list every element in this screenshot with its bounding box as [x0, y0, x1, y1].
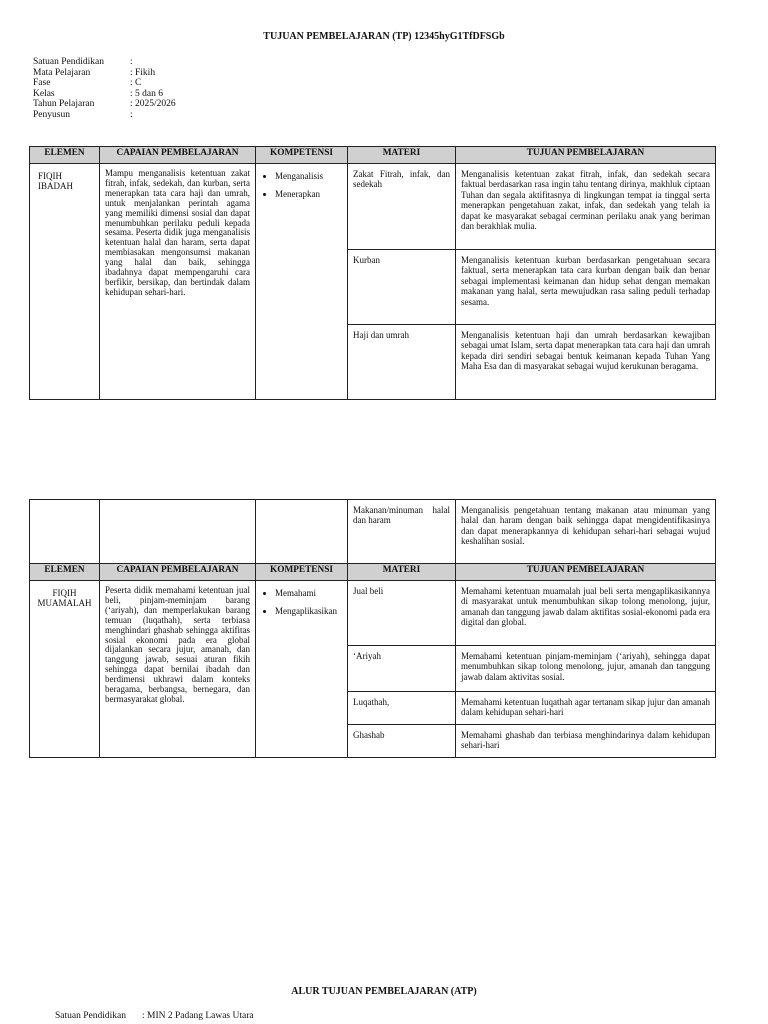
- table-row: [30, 164, 716, 250]
- materi-cell: Jual beli: [348, 581, 456, 646]
- elemen-cell: FIQIH IBADAH: [30, 164, 100, 400]
- table-row: [30, 581, 716, 646]
- kompetensi-list: [261, 588, 342, 617]
- tujuan-cell: Memahami ghashab dan terbiasa menghindarinya dalam kehidupan sehari-hari: [456, 725, 716, 758]
- table-header-row: [30, 147, 716, 164]
- header-kompetensi: KOMPETENSI: [256, 564, 348, 581]
- header-capaian: CAPAIAN PEMBELAJARAN: [100, 147, 256, 164]
- empty-cell: [30, 500, 100, 564]
- materi-cell: Kurban: [348, 250, 456, 325]
- header-kompetensi: KOMPETENSI: [256, 147, 348, 164]
- kompetensi-cell: [256, 164, 348, 400]
- header-elemen: ELEMEN: [30, 147, 100, 164]
- kompetensi-list: [261, 171, 342, 200]
- tujuan-cell: Menganalisis ketentuan haji dan umrah berdasarkan kewajiban sebagai umat Islam, serta dapat menerapkan tata cara haji dan umrah kepada diri sendiri sebagai bentuk keimanan kepada Tuhan Yang Maha Esa dan di masyarakat sebagai wujud kerukunan beragama.: [456, 325, 716, 400]
- materi-cell: ‘Ariyah: [348, 646, 456, 692]
- meta-info: [33, 57, 176, 121]
- table-row: [30, 500, 716, 564]
- list-item: • Menganalisis: [275, 171, 342, 181]
- tujuan-cell: Memahami ketentuan pinjam-meminjam (‘ariyah), sehingga dapat menumbuhkan sikap tolong menolong, jujur, amanah dan tanggung jawab dalam aktivitas sosial.: [456, 646, 716, 692]
- tp-table-ibadah: [29, 146, 716, 400]
- header-tujuan: TUJUAN PEMBELAJARAN: [456, 147, 716, 164]
- meta-row: Fase : C: [33, 78, 142, 89]
- header-materi: MATERI: [348, 147, 456, 164]
- table-header-row: [30, 564, 716, 581]
- empty-cell: [100, 500, 256, 564]
- materi-cell: Makanan/minuman halal dan haram: [348, 500, 456, 564]
- tujuan-cell: Menganalisis pengetahuan tentang makanan atau minuman yang halal dan haram dengan baik sehingga dapat mengidentifikasinya dan dapat menerapkannya di kehidupan sehari-hari sebagai wujud keshalihan sosial.: [456, 500, 716, 564]
- header-materi: MATERI: [348, 564, 456, 581]
- materi-cell: Ghashab: [348, 725, 456, 758]
- list-item: • Mengaplikasikan: [275, 606, 342, 616]
- tujuan-cell: Menganalisis ketentuan zakat fitrah, infak, dan sedekah secara faktual berdasarkan rasa ingin tahu tentang dirinya, makhluk ciptaan Tuhan dan segala aktifitasnya di lingkungan tempat ia tinggal serta menerapkan pengetahuan zakat, infak, dan sedekah yang telah ia dapat ke masyarakat sebagai cerminan perilaku anak yang beriman dan berakhlak mulia.: [456, 164, 716, 250]
- header-elemen: ELEMEN: [30, 564, 100, 581]
- document-title: TUJUAN PEMBELAJARAN (TP) 12345hyG1TfDFSGb: [263, 31, 505, 42]
- materi-cell: Haji dan umrah: [348, 325, 456, 400]
- capaian-cell: Mampu menganalisis ketentuan zakat fitrah, infak, sedekah, dan kurban, serta menerapkan tata cara haji dan umrah, untuk menjalankan perintah agama yang memiliki dimensi sosial dan dapat menumbuhkan perilaku peduli kepada sesama. Peserta didik juga menganalisis ketentuan halal dan haram, serta dapat membiasakan mengonsumsi makanan yang halal dan baik, sehingga ibadahnya dapat mempengaruhi cara berfikir, bersikap, dan bertindak dalam kehidupan sehari-hari.: [100, 164, 256, 400]
- header-capaian: CAPAIAN PEMBELAJARAN: [100, 564, 256, 581]
- meta-row: Tahun Pelajaran : 2025/2026: [33, 99, 176, 110]
- meta-row: Satuan Pendidikan :: [33, 57, 133, 67]
- list-item: • Menerapkan: [275, 189, 342, 199]
- kompetensi-cell: [256, 581, 348, 758]
- materi-cell: Zakat Fitrah, infak, dan sedekah: [348, 164, 456, 250]
- meta-row: Mata Pelajaran : Fikih: [33, 67, 156, 78]
- empty-cell: [256, 500, 348, 564]
- elemen-cell: FIQIH MUAMALAH: [30, 581, 100, 758]
- tujuan-cell: Menganalisis ketentuan kurban berdasarkan pengetahuan secara faktual, serta menerapkan tata cara kurban dengan baik dan benar sebagai implementasi keimanan dan hidup sehat dengan memakan makanan yang halal, serta mewujudkan rasa saling peduli terhadap sesama.: [456, 250, 716, 325]
- header-tujuan: TUJUAN PEMBELAJARAN: [456, 564, 716, 581]
- tujuan-cell: Memahami ketentuan muamalah jual beli serta mengaplikasikannya di masyarakat untuk menumbuhkan sikap tolong menolong, jujur, amanah dan tanggung jawab dalam aktifitas sosial-ekonomi pada era digital dan global.: [456, 581, 716, 646]
- atp-meta-value: : MIN 2 Padang Lawas Utara: [142, 1011, 254, 1021]
- meta-row: Penyusun :: [33, 109, 133, 120]
- tujuan-cell: Memahami ketentuan luqathah agar tertanam sikap jujur dan amanah dalam kehidupan sehari-hari: [456, 692, 716, 725]
- atp-meta-key: Satuan Pendidikan: [55, 1011, 126, 1021]
- list-item: • Memahami: [275, 588, 342, 598]
- atp-title: ALUR TUJUAN PEMBELAJARAN (ATP): [291, 986, 477, 997]
- capaian-cell: Peserta didik memahami ketentuan jual beli, pinjam-meminjam barang (‘ariyah), dan memperlakukan barang temuan (luqathah), serta terbiasa menghindari ghashab sehingga aktifitas sosial ekonomi pada era global dijalankan secara jujur, amanah, dan tanggung jawab, sesuai aturan fikih sehingga dapat bernilai ibadah dan berdimensi ukhrawi dalam konteks beragama, berbangsa, bernegara, dan bermasyarakat global.: [100, 581, 256, 758]
- meta-row: Kelas : 5 dan 6: [33, 88, 163, 99]
- tp-table-muamalah: [29, 499, 716, 758]
- materi-cell: Luqathah,: [348, 692, 456, 725]
- atp-meta-row: [55, 1011, 254, 1021]
